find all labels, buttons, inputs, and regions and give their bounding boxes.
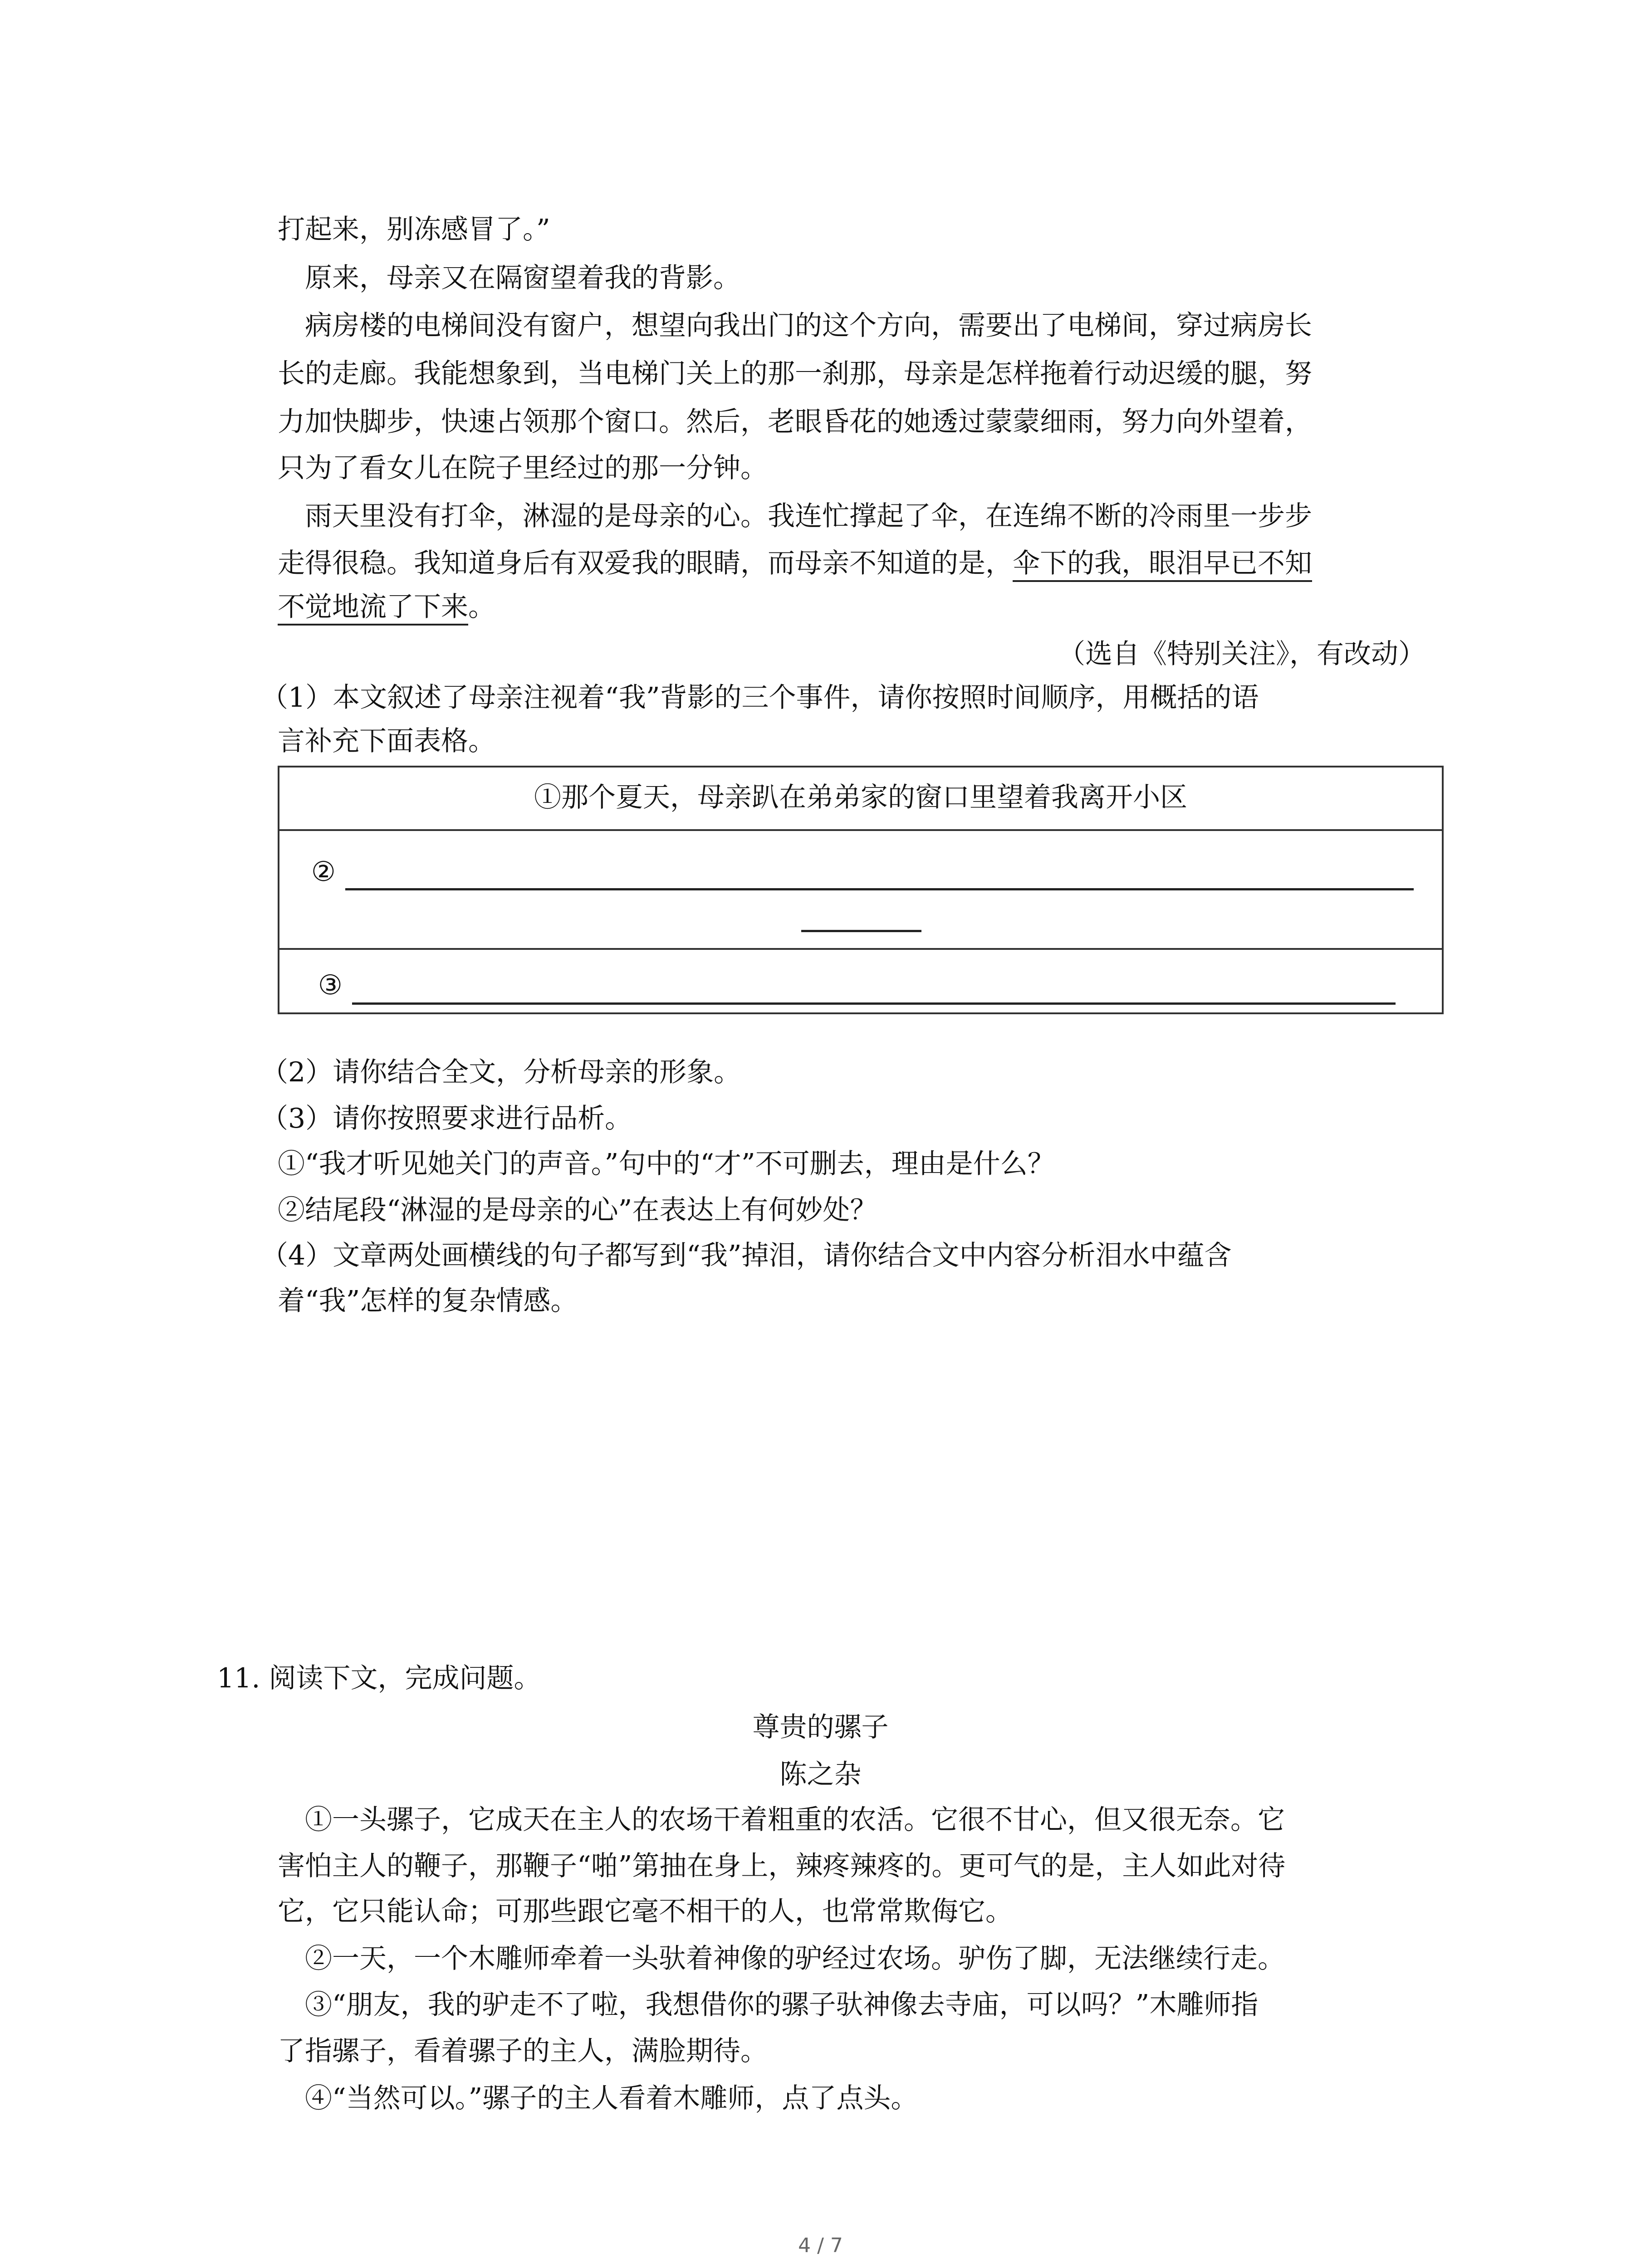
passage-line	[278, 544, 1312, 582]
question-3-1: ①“我才听见她关门的声音。”句中的“才”不可删去，理由是什么？	[278, 1148, 1055, 1180]
passage-line: 原来，母亲又在隔窗望着我的背影。	[278, 262, 740, 294]
article-line: 了指骡子，看着骡子的主人，满脸期待。	[278, 2035, 768, 2067]
page-number: 4 / 7	[798, 2234, 843, 2257]
table-cell-marker: ②	[311, 856, 336, 888]
article-title: 尊贵的骡子	[752, 1711, 889, 1743]
article-line: 害怕主人的鞭子，那鞭子“啪”第抽在身上，辣疼辣疼的。更可气的是，主人如此对待	[278, 1850, 1286, 1882]
table-row	[279, 948, 1442, 1014]
article-line: ②一天，一个木雕师牵着一头驮着神像的驴经过农场。驴伤了脚，无法继续行走。	[278, 1943, 1285, 1975]
underlined-sentence: 不觉地流了下来	[278, 591, 468, 626]
article-line: ③“朋友，我的驴走不了啦，我想借你的骡子驮神像去寺庙，可以吗？”木雕师指	[278, 1989, 1259, 2021]
table-cell-marker: ③	[318, 969, 343, 1001]
passage-line: 病房楼的电梯间没有窗户，想望向我出门的这个方向，需要出了电梯间，穿过病房长	[278, 310, 1312, 342]
passage-line: 长的走廊。我能想象到，当电梯门关上的那一刹那，母亲是怎样拖着行动迟缓的腿，努	[278, 358, 1312, 390]
passage-line: 力加快脚步，快速占领那个窗口。然后，老眼昏花的她透过蒙蒙细雨，努力向外望着，	[278, 406, 1312, 438]
answer-blank[interactable]	[801, 930, 921, 932]
table-row	[279, 767, 1442, 829]
article-author: 陈之杂	[779, 1759, 862, 1790]
passage-text: 。	[468, 591, 495, 623]
passage-line	[278, 588, 495, 626]
question-1-cont: 言补充下面表格。	[278, 725, 495, 757]
question-1: （1）本文叙述了母亲注视着“我”背影的三个事件，请你按照时间顺序，用概括的语	[261, 682, 1259, 714]
question-4-cont: 着“我”怎样的复杂情感。	[278, 1285, 578, 1317]
question-2: （2）请你结合全文，分析母亲的形象。	[261, 1056, 741, 1088]
question-4: （4）文章两处画横线的句子都写到“我”掉泪，请你结合文中内容分析泪水中蕴含	[261, 1240, 1232, 1271]
article-line: ①一头骡子，它成天在主人的农场干着粗重的农活。它很不甘心，但又很无奈。它	[278, 1804, 1285, 1836]
article-line: ④“当然可以。”骡子的主人看着木雕师，点了点头。	[278, 2082, 918, 2114]
passage-text: 走得很稳。我知道身后有双爱我的眼睛，而母亲不知道的是，	[278, 547, 1013, 579]
passage-line: 雨天里没有打伞，淋湿的是母亲的心。我连忙撑起了伞，在连绵不断的冷雨里一步步	[278, 500, 1312, 532]
table-row	[279, 829, 1442, 948]
question-11-heading: 11. 阅读下文，完成问题。	[217, 1662, 541, 1694]
passage-line: 打起来，别冻感冒了。”	[278, 214, 550, 245]
answer-blank[interactable]	[352, 1002, 1396, 1005]
table-cell: ①那个夏天，母亲趴在弟弟家的窗口里望着我离开小区	[534, 782, 1187, 813]
underlined-sentence: 伞下的我，眼泪早已不知	[1013, 547, 1312, 582]
question-3-2: ②结尾段“淋湿的是母亲的心”在表达上有何妙处？	[278, 1194, 877, 1226]
passage-line: 只为了看女儿在院子里经过的那一分钟。	[278, 452, 768, 484]
answer-blank[interactable]	[345, 888, 1414, 890]
passage-source: （选自《特别关注》，有改动）	[1058, 638, 1425, 670]
answer-table	[278, 766, 1444, 1014]
question-3: （3）请你按照要求进行品析。	[261, 1103, 632, 1134]
article-line: 它，它只能认命；可那些跟它毫不相干的人，也常常欺侮它。	[278, 1896, 1013, 1927]
